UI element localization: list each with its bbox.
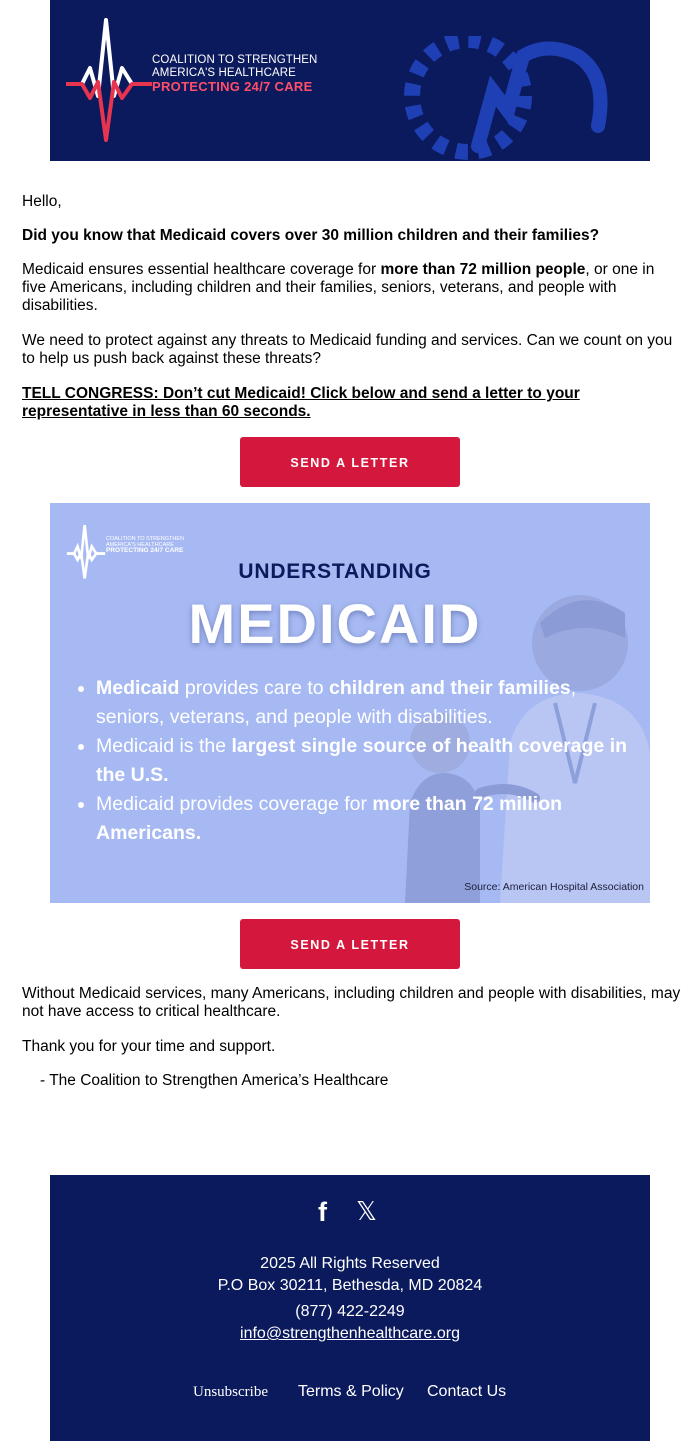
graphic-subheading: UNDERSTANDING [238, 560, 432, 583]
logo-line-2: AMERICA'S HEALTHCARE [152, 67, 296, 79]
contact-us-link[interactable]: Contact Us [427, 1383, 507, 1400]
graphic-heading: MEDICAID [188, 592, 482, 655]
bullet-3-text: Medicaid provides coverage for [96, 793, 373, 815]
closing-paragraph: Without Medicaid services, many Americans, including children and people with disabilities, may not have access to critical healthcare. [22, 985, 681, 1020]
logo-tagline: PROTECTING 24/7 CARE [152, 79, 313, 94]
logo-text [152, 54, 317, 93]
signature-line: - The Coalition to Strengthen America’s Healthcare [40, 1072, 389, 1089]
bullet-2-text: Medicaid is the [96, 735, 232, 757]
intro-text-1: Medicaid ensures essential healthcare coverage for [22, 261, 381, 278]
address-text: P.O Box 30211, Bethesda, MD 20824 [217, 1277, 483, 1294]
copyright-text: 2025 All Rights Reserved [260, 1255, 440, 1272]
graphic-bullet-1 [96, 674, 636, 732]
graphic-bullet-list [74, 674, 636, 848]
bullet-1-bold-2: children and their families [329, 677, 571, 699]
bullet-1-bold-1: Medicaid [96, 677, 180, 699]
tell-congress-link[interactable]: TELL CONGRESS: Don’t cut Medicaid! Click below and send a letter to your representative in less than 60 seconds. [22, 385, 580, 420]
terms-policy-link[interactable]: Terms & Policy [298, 1383, 404, 1400]
intro-bold: more than 72 million people [380, 261, 586, 278]
understanding-medicaid-graphic [50, 503, 650, 903]
mini-logo-line-2: AMERICA'S HEALTHCARE [106, 542, 174, 548]
footer [50, 1175, 650, 1441]
logo-line-1: COALITION TO STRENGTHEN [152, 54, 318, 66]
graphic-source: Source: American Hospital Association [464, 881, 644, 893]
intro-paragraph [22, 261, 682, 315]
social-links [50, 1197, 650, 1229]
intro-text-2: , or one in five Americans, including children and their families, seniors, veterans, and people with disabilities. [22, 261, 655, 314]
footer-links [50, 1383, 650, 1403]
bullet-3-bold: more than 72 million Americans. [96, 793, 563, 844]
graphic-bullet-3 [96, 790, 636, 848]
mini-logo-tagline: PROTECTING 24/7 CARE [106, 547, 184, 554]
bullet-1-text-1: provides care to [179, 677, 330, 699]
facebook-icon[interactable]: f [318, 1197, 327, 1227]
stethoscope-decor-icon [398, 36, 648, 161]
bullet-1-text-2: , seniors, veterans, and people with disabilities. [96, 677, 577, 728]
send-letter-button-bottom[interactable]: SEND A LETTER [240, 919, 460, 969]
x-twitter-icon[interactable]: 𝕏 [356, 1197, 377, 1227]
phone-text: (877) 422-2249 [295, 1303, 405, 1320]
bullet-2-bold: largest single source of health coverage in the U.S. [96, 735, 628, 786]
mini-logo-line-1: COALITION TO STRENGTHEN [106, 536, 185, 542]
mini-logo-text [106, 536, 184, 554]
header-banner [50, 0, 650, 161]
email-link[interactable]: info@strengthenhealthcare.org [240, 1325, 460, 1342]
greeting: Hello, [22, 193, 62, 210]
thank-you-line: Thank you for your time and support. [22, 1038, 276, 1055]
question-heading: Did you know that Medicaid covers over 30 million children and their families? [22, 227, 600, 244]
send-letter-button-top[interactable]: SEND A LETTER [240, 437, 460, 487]
protect-paragraph: We need to protect against any threats to Medicaid funding and services. Can we count on you to help us push back against these threats? [22, 332, 673, 367]
unsubscribe-link[interactable]: Unsubscribe [193, 1384, 268, 1400]
heartbeat-logo-icon [64, 18, 154, 143]
graphic-bullet-2 [96, 732, 636, 790]
